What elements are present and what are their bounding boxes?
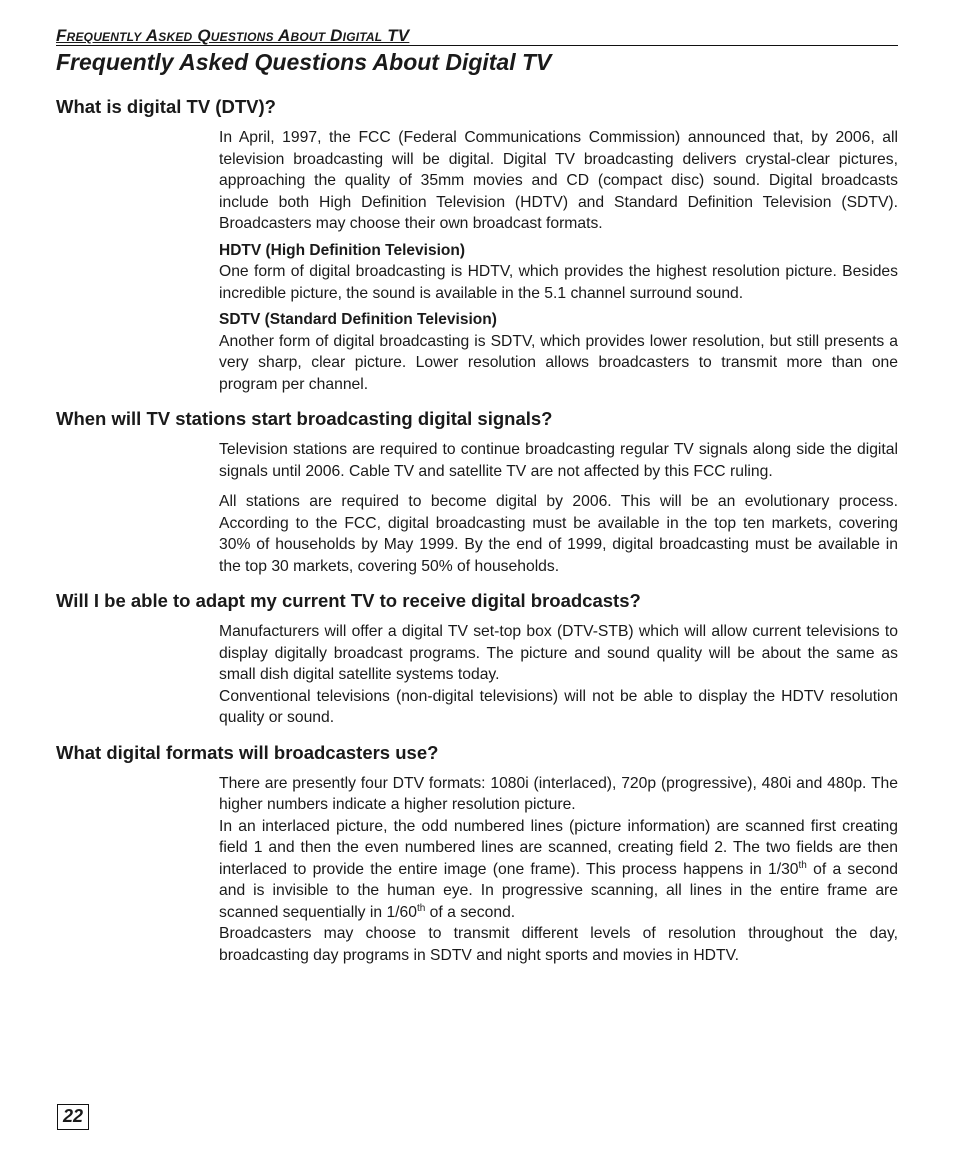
- question-heading: Will I be able to adapt my current TV to receive digital broadcasts?: [56, 590, 641, 611]
- question-heading: What is digital TV (DTV)?: [56, 96, 276, 117]
- answer-paragraph: Another form of digital broadcasting is SDTV, which provides lower resolution, but still presents a very sharp, clear picture. Lower resolution allows broadcasters to transmit more than one program per channel.: [219, 332, 898, 393]
- faq-content: [56, 95, 898, 978]
- answer-paragraph: All stations are required to become digital by 2006. This will be an evolutionary process. According to the FCC, digital broadcasting must be available in the top ten markets, covering 30% of households by May 1999. By the end of 1999, digital broadcasting must be available in the top 30 markets, covering 50% of households.: [219, 493, 898, 575]
- faq-section-what-is-dtv: [56, 95, 898, 395]
- answer-paragraph: Broadcasters may choose to transmit different levels of resolution throughout the day, broadcasting day programs in SDTV and night sports and movies in HDTV.: [219, 925, 898, 964]
- faq-section-digital-formats: [56, 741, 898, 967]
- faq-section-adapt-current-tv: [56, 589, 898, 729]
- running-head: Frequently Asked Questions About Digital TV: [56, 26, 898, 46]
- answer-paragraph: [219, 816, 898, 924]
- answer-body: [219, 127, 898, 395]
- answer-paragraph: There are presently four DTV formats: 1080i (interlaced), 720p (progressive), 480i and 480p. The higher numbers indicate a higher resolution picture.: [219, 774, 898, 813]
- superscript: th: [416, 902, 426, 914]
- answer-paragraph: Manufacturers will offer a digital TV set-top box (DTV-STB) which will allow current televisions to display digitally broadcast programs. The picture and sound quality will be about the same as small dish digital satellite systems today.: [219, 623, 898, 683]
- answer-body: [219, 439, 898, 577]
- answer-paragraph: Television stations are required to continue broadcasting regular TV signals along side the digital signals until 2006. Cable TV and satellite TV are not affected by this FCC ruling.: [219, 441, 898, 480]
- question-heading: When will TV stations start broadcasting digital signals?: [56, 408, 553, 429]
- page-title: Frequently Asked Questions About Digital TV: [56, 49, 552, 75]
- answer-paragraph: One form of digital broadcasting is HDTV, which provides the highest resolution picture. Besides incredible picture, the sound is available in the 5.1 channel surround sound.: [219, 263, 898, 302]
- text-run: In an interlaced picture, the odd numbered lines (picture information) are scanned first creating field 1 and then the even numbered lines are scanned, creating field 2. The two fields are then interlaced to provide the entire image (one frame). This process happens in 1/30: [219, 817, 898, 878]
- text-run: of a second.: [425, 903, 516, 921]
- answer-paragraph: Conventional televisions (non-digital televisions) will not be able to display the HDTV resolution quality or sound.: [219, 687, 898, 726]
- answer-body: [219, 621, 898, 729]
- subheading-hdtv: HDTV (High Definition Television): [219, 241, 465, 259]
- faq-section-broadcast-start: [56, 407, 898, 577]
- answer-paragraph: In April, 1997, the FCC (Federal Communications Commission) announced that, by 2006, all television broadcasting will be digital. Digital TV broadcasting delivers crystal-clear pictures, approaching the quality of 35mm movies and CD (compact disc) sound. Digital broadcasts include both High Definition Television (HDTV) and Standard Definition Television (SDTV). Broadcasters may choose their own broadcast formats.: [219, 129, 898, 232]
- superscript: th: [798, 859, 807, 871]
- question-heading: What digital formats will broadcasters use?: [56, 741, 439, 763]
- subheading-sdtv: SDTV (Standard Definition Television): [219, 311, 497, 328]
- answer-body: [219, 773, 898, 967]
- page-number: 22: [57, 1104, 89, 1130]
- text-run: of a second and is invisible to the human eye. In progressive scanning, all lines in the entire frame are scanned sequentially in 1/60: [219, 860, 898, 921]
